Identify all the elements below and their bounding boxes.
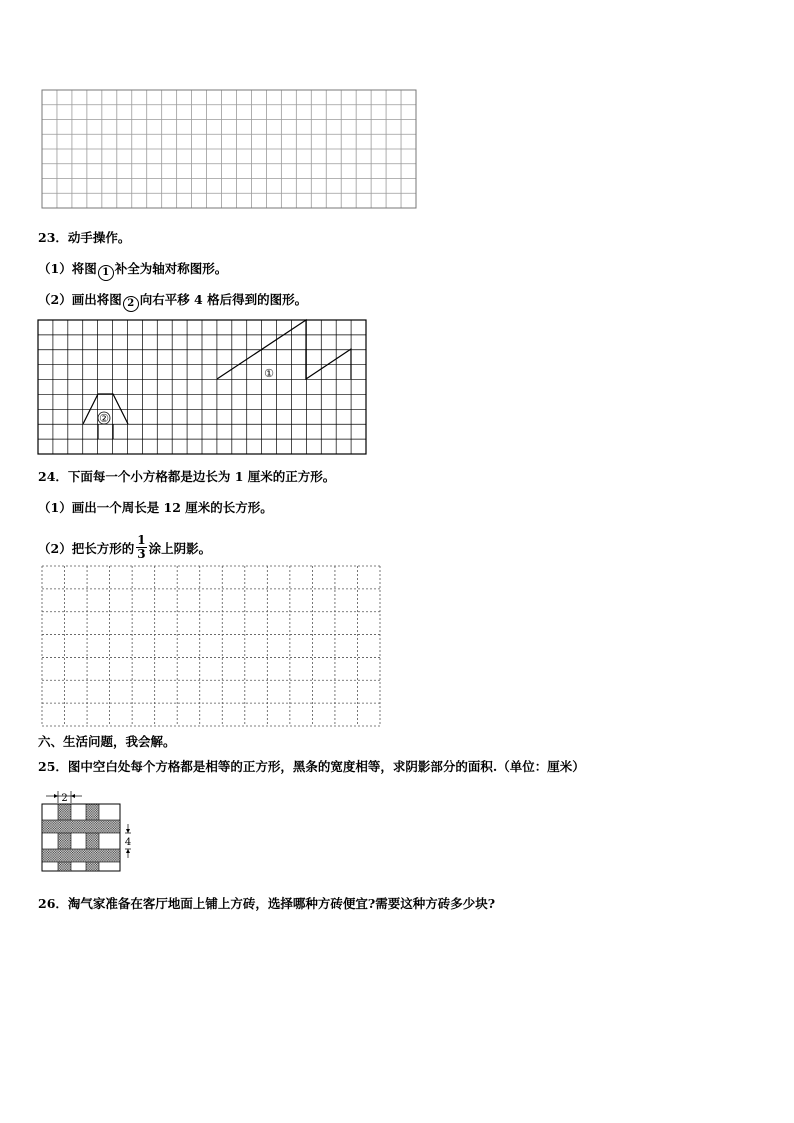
q23-part1-prefix: （1）将图 [38,261,97,276]
q23-part2-prefix: （2）画出将图 [38,292,122,307]
circled-number-2: 2 [123,296,139,312]
q25-horizontal-stripe [42,820,120,833]
q24-part2-prefix: （2）把长方形的 [38,541,135,556]
square-size-label: 4 [124,837,132,848]
q25-arrowhead [126,849,130,853]
q24-part1: （1）画出一个周长是 12 厘米的长方形。 [38,500,273,515]
section6-heading: 六、生活问题，我会解。 [38,734,176,749]
q25-arrowhead [71,794,75,798]
q25-horizontal-stripe [42,849,120,862]
q24-part2-suffix: 涂上阴影。 [148,541,212,556]
q24-heading: 24．下面每一个小方格都是边长为 1 厘米的正方形。 [38,469,336,484]
circled-number-1: 1 [98,265,114,281]
stripe-width-label: 2 [61,793,68,804]
figure2-label: ② [99,412,109,425]
figure1-label: ① [264,367,274,380]
q23-part1-suffix: 补全为轴对称图形。 [114,261,228,276]
fraction-numerator: 1 [137,533,146,547]
q26-heading: 26．淘气家准备在客厅地面上铺上方砖，选择哪种方砖便宜?需要这种方砖多少块? [38,896,496,911]
q25-heading: 25．图中空白处每个方格都是相等的正方形，黑条的宽度相等，求阴影部分的面积.（单位：厘米） [38,759,585,774]
q23-part2-suffix: 向右平移 4 格后得到的图形。 [139,292,308,307]
q23-heading: 23．动手操作。 [38,230,131,245]
q25-arrowhead [126,829,130,833]
q25-arrowhead [54,794,58,798]
fraction-denominator: 3 [137,547,146,561]
